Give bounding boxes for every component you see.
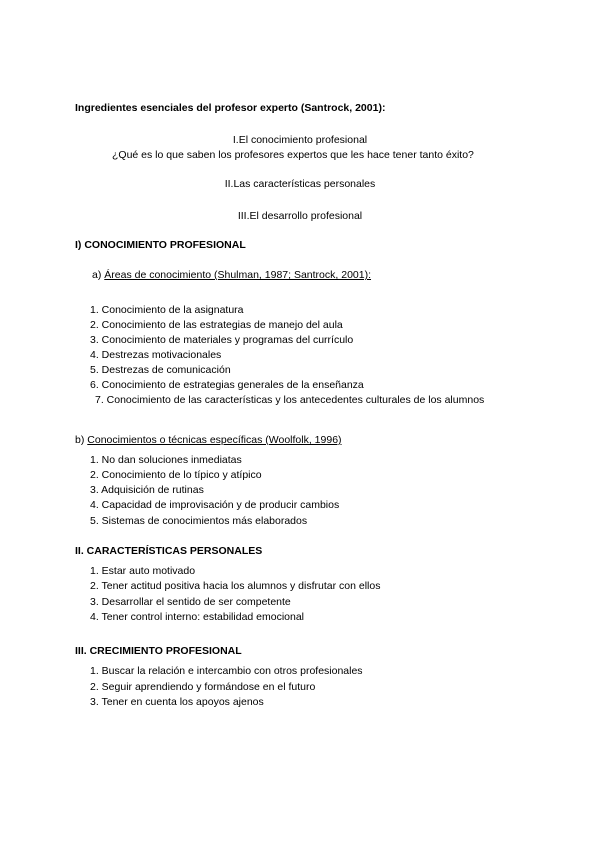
- list-item: 3. Conocimiento de materiales y programas del currículo: [90, 334, 354, 346]
- subsection-b-heading: [75, 434, 342, 447]
- list-item: 1. Buscar la relación e intercambio con otros profesionales: [90, 665, 363, 677]
- summary-item-3: III.El desarrollo profesional: [237, 210, 363, 222]
- list-item: 3. Adquisición de rutinas: [90, 484, 204, 496]
- list-item: 1. No dan soluciones inmediatas: [90, 454, 242, 466]
- list-item: 5. Sistemas de conocimientos más elaborados: [90, 515, 308, 527]
- list-item: 2. Conocimiento de lo típico y atípico: [90, 469, 262, 481]
- list-item: 3. Tener en cuenta los apoyos ajenos: [90, 696, 264, 708]
- section-3-heading: III. CRECIMIENTO PROFESIONAL: [75, 645, 242, 657]
- document-title: Ingredientes esenciales del profesor experto (Santrock, 2001):: [75, 102, 386, 114]
- list-item: 2. Conocimiento de las estrategias de manejo del aula: [90, 319, 343, 331]
- list-item: 5. Destrezas de comunicación: [90, 364, 231, 376]
- list-item: 1. Estar auto motivado: [90, 565, 196, 577]
- list-item: 4. Capacidad de improvisación y de producir cambios: [90, 499, 340, 511]
- summary-question: ¿Qué es lo que saben los profesores expertos que les hace tener tanto éxito?: [112, 149, 474, 161]
- subsection-b-prefix: b): [75, 434, 85, 446]
- list-item: 2. Seguir aprendiendo y formándose en el futuro: [90, 681, 316, 693]
- section-1-heading: I) CONOCIMIENTO PROFESIONAL: [75, 239, 246, 251]
- list-item: 3. Desarrollar el sentido de ser competente: [90, 596, 291, 608]
- list-item: 4. Tener control interno: estabilidad emocional: [90, 611, 305, 623]
- subsection-b-label: Conocimientos o técnicas específicas (Woolfolk, 1996): [87, 434, 342, 446]
- list-item: 7. Conocimiento de las características y los antecedentes culturales de los alumnos: [95, 394, 485, 406]
- list-item: 4. Destrezas motivacionales: [90, 349, 222, 361]
- subsection-a-label: Áreas de conocimiento (Shulman, 1987; Santrock, 2001):: [104, 269, 372, 281]
- summary-item-2: II.Las características personales: [224, 178, 376, 190]
- list-item: 2. Tener actitud positiva hacia los alumnos y disfrutar con ellos: [90, 580, 381, 592]
- subsection-a-heading: [92, 269, 371, 282]
- subsection-a-prefix: a): [92, 269, 102, 281]
- list-item: 1. Conocimiento de la asignatura: [90, 304, 244, 316]
- section-2-heading: II. CARACTERÍSTICAS PERSONALES: [75, 545, 263, 557]
- list-item: 6. Conocimiento de estrategias generales de la enseñanza: [90, 379, 364, 391]
- summary-item-1: I.El conocimiento profesional: [232, 134, 368, 146]
